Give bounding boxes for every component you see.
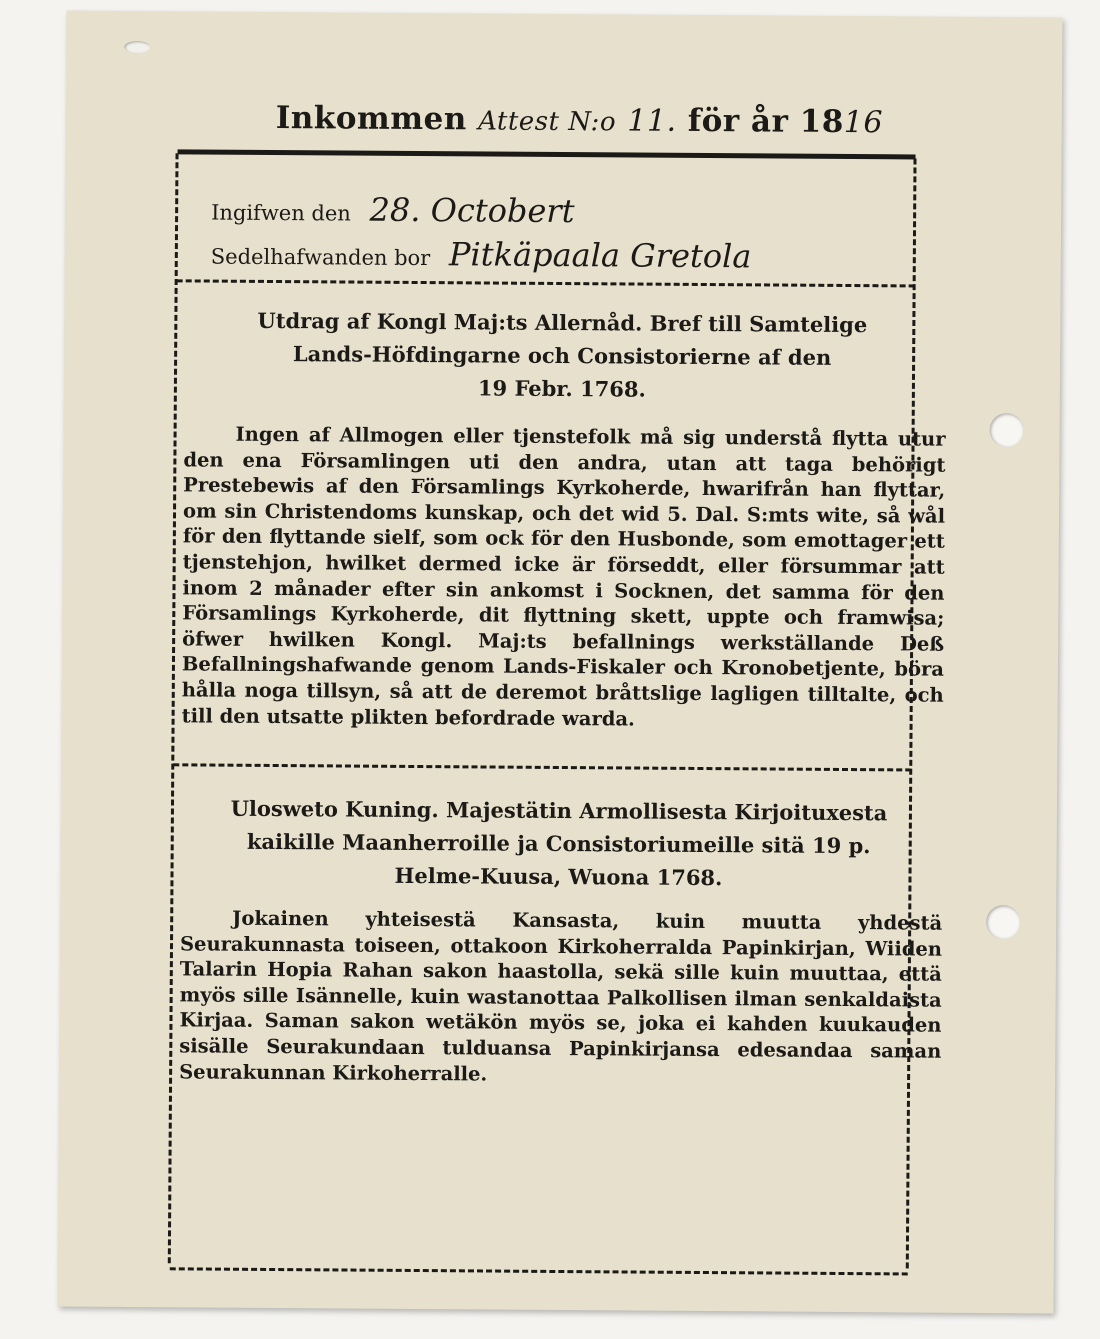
document-sheet [57, 11, 1062, 1314]
swedish-paragraph: Ingen af Allmogen eller tjenstefolk må sig understå flytta utur den ena Församlingen uti den andra, utan att taga behörigt Prestebewis af den Församlings Kyrkoherde, hwarifrån han flyttar, om sin Christendoms kunskap, och det wid 5. Dal. S:mts wite, så wål för den flyttande sielf, som ock för den Husbonde, som emottager ett tjenstehjon, hwilket dermed icke är förseddt, eller försummar att inom 2 månader efter sin ankomst i Socknen, det samma för den Församlings Kyrkoherde, dit flyttning skett, uppte och framwisa; öfwer hwilken Kongl. Maj:ts befallnings werkställande Deß Befallningshafwande genom Lands-Fiskaler och Kronobetjente, böra hålla noga tillsyn, så att de deremot bråttslige lagligen tilltalte, och till den utsatte plikten befordrade warda. [181, 422, 946, 731]
swedish-text [182, 421, 946, 733]
punch-dent [124, 41, 150, 53]
residence-value: Pitkäpaala Gretola [448, 235, 752, 276]
residence-line [211, 234, 752, 276]
swedish-heading-line3: 19 Febr. 1768. [477, 375, 646, 402]
finnish-heading-line2: kaikille Maanherroille ja Consistoriumeille sitä 19 p. [246, 828, 871, 859]
finnish-heading [170, 791, 947, 895]
divider [177, 279, 915, 287]
punch-hole [986, 905, 1020, 939]
submitted-line [211, 190, 575, 231]
submitted-date: 28. Octobert [369, 190, 575, 231]
finnish-heading-line1: Ulosweto Kuning. Majestätin Armollisesta Kirjoituxesta [230, 795, 888, 826]
swedish-heading-line2: Lands-Höfdingarne och Consistorierne af den [292, 341, 832, 370]
bottom-border [170, 1267, 908, 1275]
submitted-label: Ingifwen den [211, 200, 351, 226]
year-suffix: 16 [843, 104, 884, 141]
top-border [178, 149, 916, 159]
finnish-text [179, 905, 942, 1089]
punch-hole [990, 413, 1024, 447]
certificate-title [276, 100, 884, 140]
attest-number: 11. [627, 103, 677, 139]
divider [173, 763, 911, 771]
finnish-paragraph: Jokainen yhteisestä Kansasta, kuin muutta yhdestä Seurakunnasta toiseen, ottakoon Kirkoherralda Papinkirjan, Wiiden Talarin Hopia Rahan sakon haastolla, sekä sille kuin muuttaa, että myös sille Isännelle, kuin wastanottaa Palkollisen ilman senkaldaista Kirjaa. Saman sakon wetäkön myös se, joka ei kahden kuukauden sisälle Seurakundaan tulduansa Papinkirjansa edesandaa saman Seurakunnan Kirkoherralle. [179, 906, 943, 1086]
swedish-heading-line1: Utdrag af Kongl Maj:ts Allernåd. Bref till Samtelige [257, 307, 868, 338]
attest-label: Attest N:o [478, 106, 617, 138]
swedish-heading [174, 303, 951, 407]
finnish-heading-line3: Helme-Kuusa, Wuona 1768. [394, 862, 723, 891]
residence-label: Sedelhafwanden bor [210, 244, 431, 271]
title-label: Inkommen [275, 100, 467, 138]
year-label: för år 18 [687, 102, 844, 140]
